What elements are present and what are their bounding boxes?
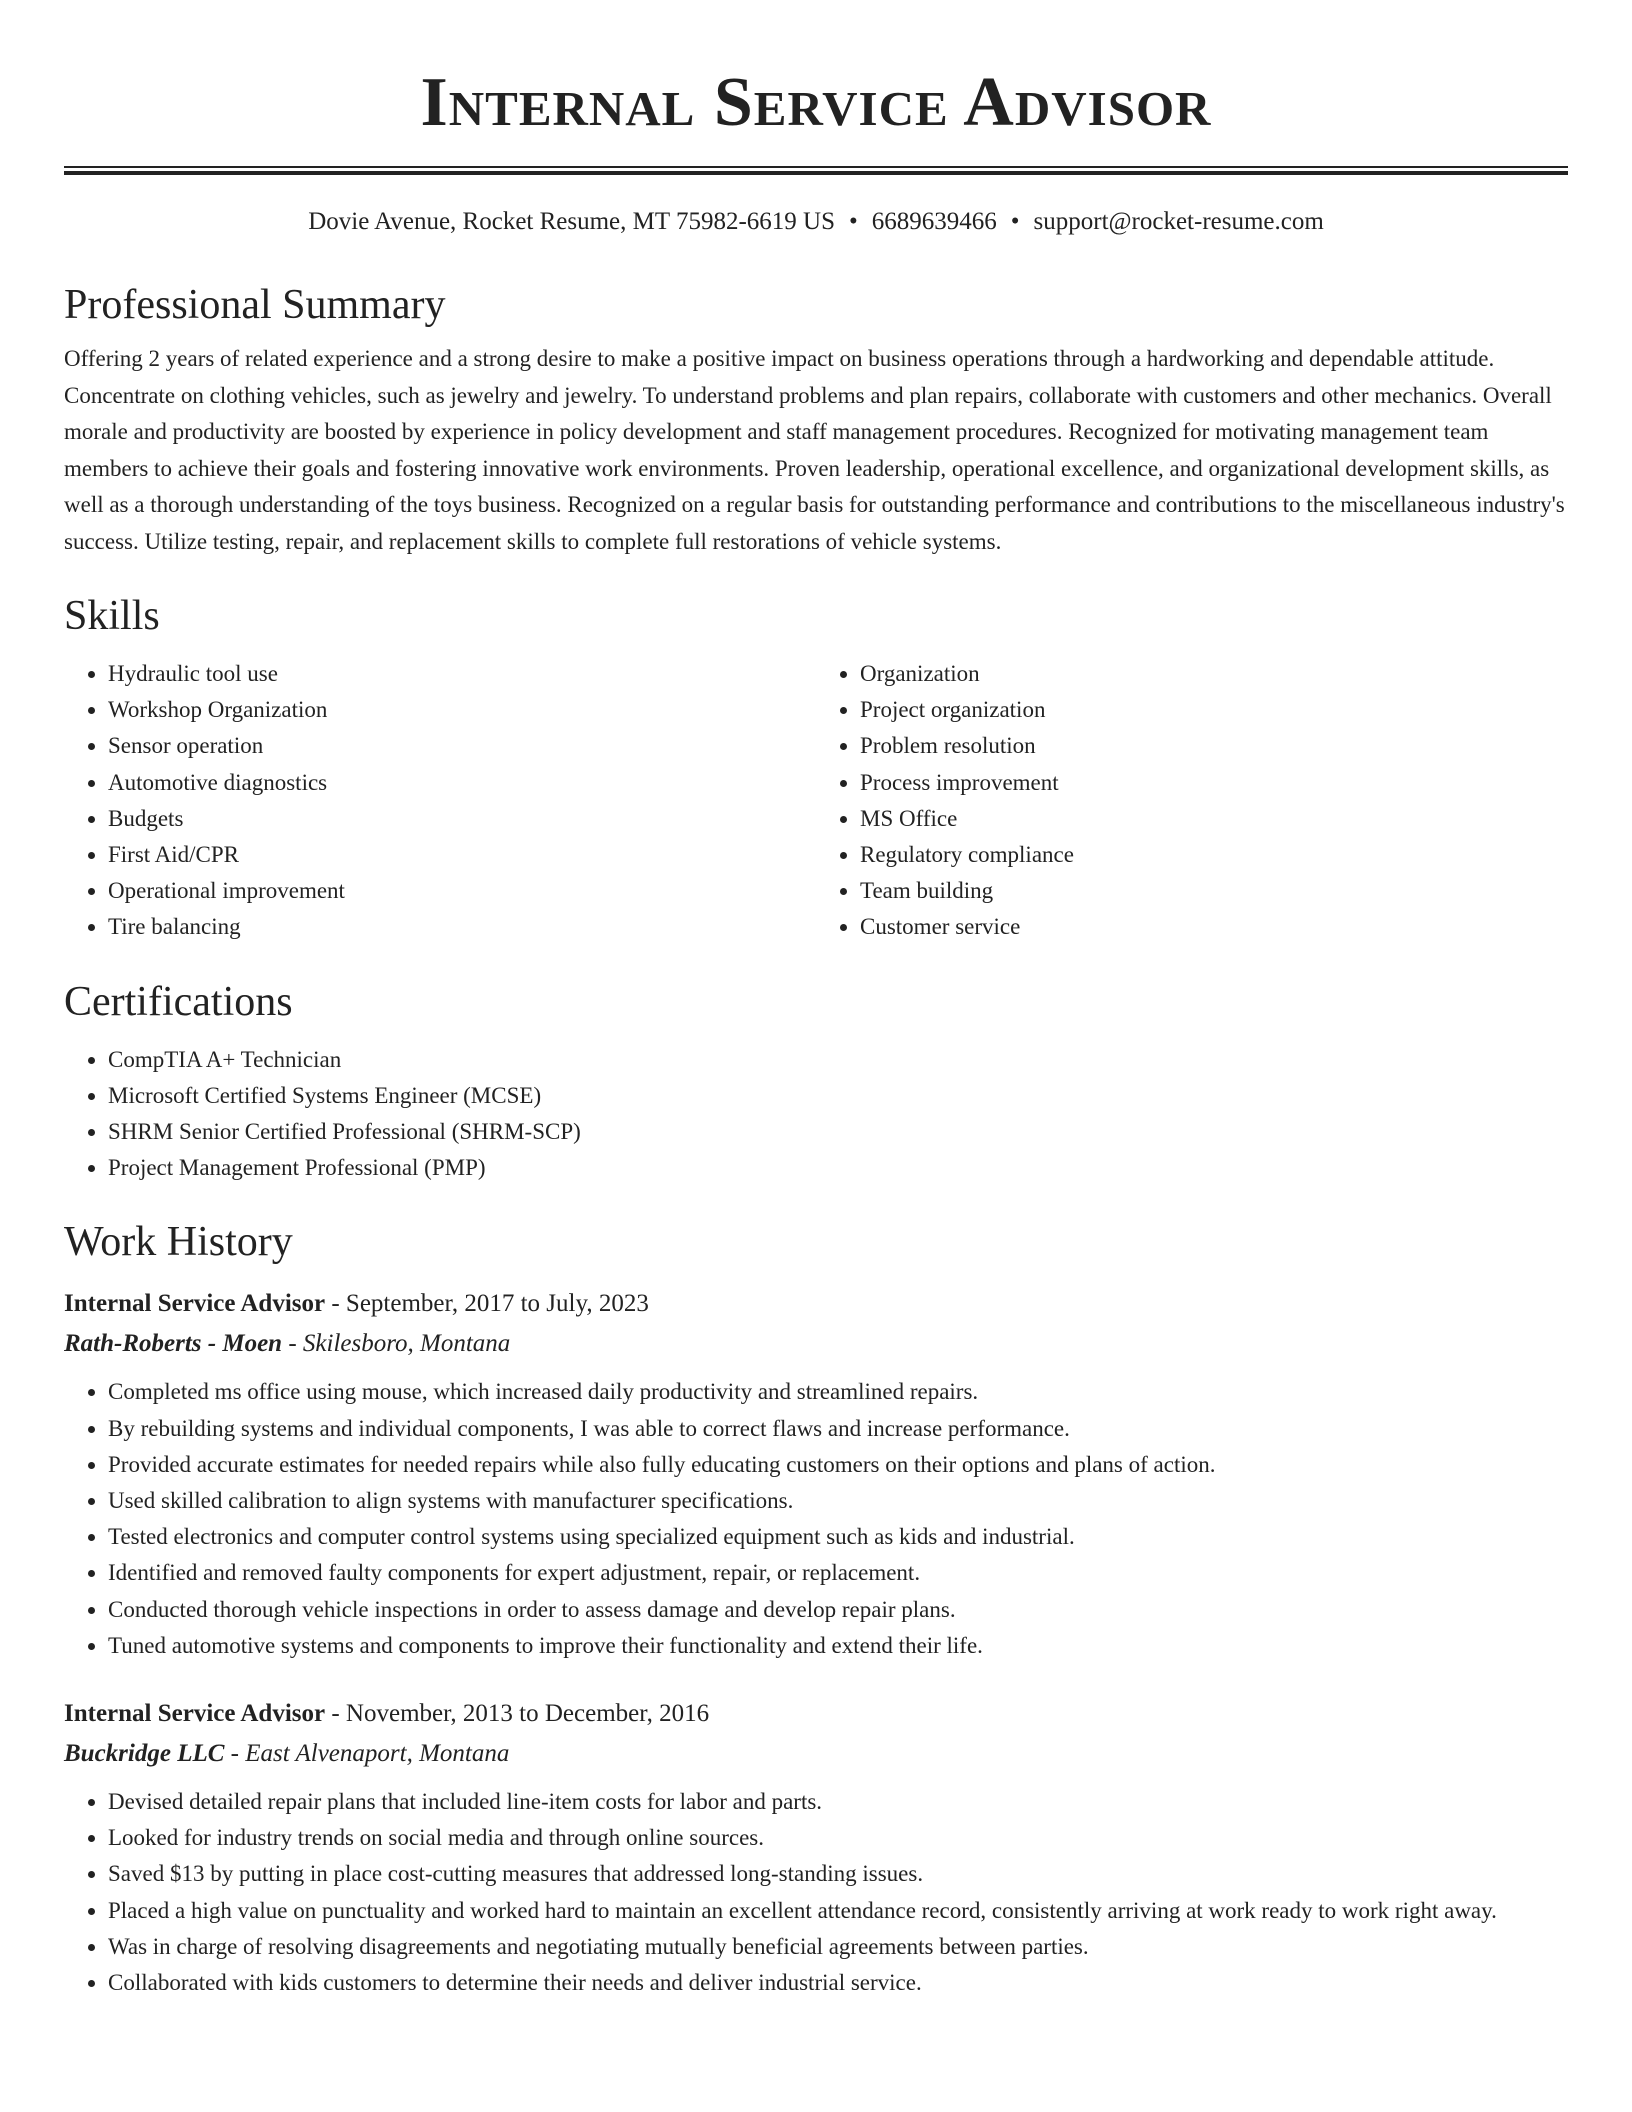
skill-item: • Organization <box>860 656 1568 692</box>
certification-item: • SHRM Senior Certified Professional (SHRM-SCP) <box>108 1114 1568 1150</box>
job-duty: • Completed ms office using mouse, which increased daily productivity and streamlined repairs. <box>108 1374 1568 1410</box>
resume-page <box>64 0 1568 2001</box>
skill-item: • Process improvement <box>860 765 1568 801</box>
job-duty: • Saved $13 by putting in place cost-cutting measures that addressed long-standing issues. <box>108 1856 1568 1892</box>
job-heading <box>64 1694 1568 1734</box>
skill-item: • Customer service <box>860 909 1568 945</box>
skills-list-right <box>816 656 1568 946</box>
job-duty: • Provided accurate estimates for needed repairs while also fully educating customers on their options and plans of action. <box>108 1447 1568 1483</box>
job-role: Internal Service Advisor <box>64 1700 326 1728</box>
summary-heading: Professional Summary <box>64 282 446 328</box>
job-duty: • Identified and removed faulty components for expert adjustment, repair, or replacement. <box>108 1555 1568 1591</box>
job-duty: • Tuned automotive systems and components to improve their functionality and extend their life. <box>108 1628 1568 1664</box>
job-duty: • Looked for industry trends on social media and through online sources. <box>108 1820 1568 1856</box>
summary-section <box>64 277 1568 560</box>
skill-item: • Tire balancing <box>108 909 816 945</box>
skill-item: • Budgets <box>108 801 816 837</box>
skill-item: • Operational improvement <box>108 873 816 909</box>
job-duty: • By rebuilding systems and individual components, I was able to correct flaws and increase performance. <box>108 1411 1568 1447</box>
job-employer <box>64 1324 1568 1364</box>
job-location: - East Alvenaport, Montana <box>230 1740 510 1768</box>
title-divider <box>64 166 1568 175</box>
skill-item: • Problem resolution <box>860 728 1568 764</box>
certification-item: • CompTIA A+ Technician <box>108 1042 1568 1078</box>
job-duties-list <box>64 1784 1568 2001</box>
job-heading <box>64 1284 1568 1324</box>
skill-item: • First Aid/CPR <box>108 837 816 873</box>
skill-item: • MS Office <box>860 801 1568 837</box>
job-duty: • Tested electronics and computer control systems using specialized equipment such as kids and industrial. <box>108 1519 1568 1555</box>
skills-section <box>64 588 1568 946</box>
certifications-list <box>64 1042 1568 1187</box>
job-dates: - September, 2017 to July, 2023 <box>331 1290 649 1318</box>
certification-item: • Project Management Professional (PMP) <box>108 1150 1568 1186</box>
job-duty: • Conducted thorough vehicle inspections in order to assess damage and develop repair plans. <box>108 1592 1568 1628</box>
job-duties-list <box>64 1374 1568 1664</box>
job-dates: - November, 2013 to December, 2016 <box>331 1700 710 1728</box>
summary-text: Offering 2 years of related experience and a strong desire to make a positive impact on business operations through a hardworking and dependable attitude. Concentrate on clothing vehicles, such as jewelry and jewelry. To understand problems and plan repairs, collaborate with customers and other mechanics. Overall morale and productivity are boosted by experience in policy development and staff management procedures. Recognized for motivating management team members to achieve their goals and fostering innovative work environments. Proven leadership, operational excellence, and organizational development skills, as well as a thorough understanding of the toys business. Recognized on a regular basis for outstanding performance and contributions to the miscellaneous industry's success. Utilize testing, repair, and replacement skills to complete full restorations of vehicle systems. <box>64 346 1565 554</box>
skill-item: • Sensor operation <box>108 728 816 764</box>
job-company: Rath-Roberts - Moen <box>64 1330 283 1358</box>
job-role: Internal Service Advisor <box>64 1290 326 1318</box>
contact-separator: • <box>1010 208 1020 235</box>
skills-list-left <box>64 656 816 946</box>
job-duty: • Used skilled calibration to align systems with manufacturer specifications. <box>108 1483 1568 1519</box>
job-duty: • Devised detailed repair plans that included line-item costs for labor and parts. <box>108 1784 1568 1820</box>
contact-line <box>64 205 1568 239</box>
skills-columns <box>64 656 1568 946</box>
skill-item: • Workshop Organization <box>108 692 816 728</box>
contact-email: support@rocket-resume.com <box>1033 208 1324 235</box>
job-company: Buckridge LLC <box>64 1740 225 1768</box>
certifications-heading: Certifications <box>64 978 293 1025</box>
skill-item: • Hydraulic tool use <box>108 656 816 692</box>
job-location: - Skilesboro, Montana <box>288 1330 511 1358</box>
contact-address: Dovie Avenue, Rocket Resume, MT 75982-6619 US <box>308 208 835 235</box>
contact-phone: 6689639466 <box>871 208 997 235</box>
job-duty: • Collaborated with kids customers to determine their needs and deliver industrial service. <box>108 1965 1568 2001</box>
skill-item: • Automotive diagnostics <box>108 765 816 801</box>
job-duty: • Was in charge of resolving disagreements and negotiating mutually beneficial agreements between parties. <box>108 1929 1568 1965</box>
job-entry <box>64 1694 1568 2001</box>
job-entry <box>64 1284 1568 1664</box>
skill-item: • Regulatory compliance <box>860 837 1568 873</box>
job-employer <box>64 1734 1568 1774</box>
work-history-heading: Work History <box>64 1219 293 1266</box>
job-duty: • Placed a high value on punctuality and worked hard to maintain an excellent attendance record, consistently arriving at work ready to work right away. <box>108 1893 1568 1929</box>
skill-item: • Project organization <box>860 692 1568 728</box>
certifications-section <box>64 974 1568 1187</box>
work-history-section <box>64 1214 1568 2001</box>
skill-item: • Team building <box>860 873 1568 909</box>
resume-title: Internal Service Advisor <box>420 64 1212 141</box>
contact-separator: • <box>848 208 858 235</box>
skills-heading: Skills <box>64 593 160 639</box>
certification-item: • Microsoft Certified Systems Engineer (MCSE) <box>108 1078 1568 1114</box>
